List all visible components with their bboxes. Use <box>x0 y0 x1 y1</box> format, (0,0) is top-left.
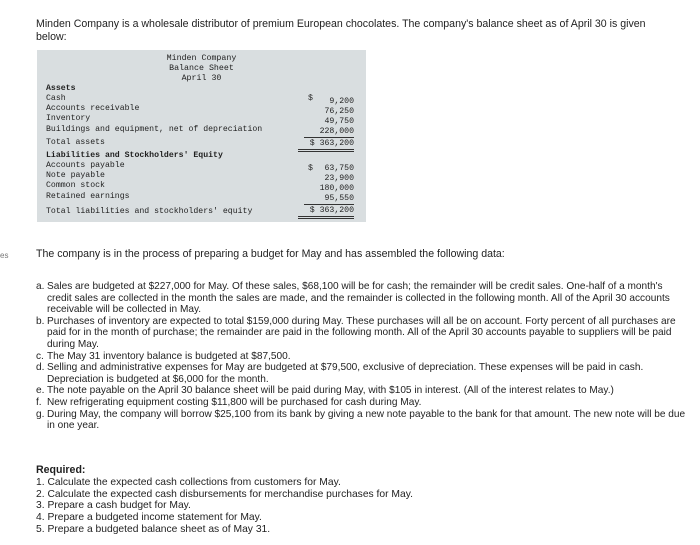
list-item <box>36 281 686 316</box>
bs-total-assets: $ 363,200 <box>298 139 354 152</box>
list-marker: f. <box>36 396 42 408</box>
bs-row-label: Note payable <box>46 171 105 180</box>
data-list <box>36 281 686 432</box>
bs-row-label: Retained earnings <box>46 192 130 201</box>
bs-row-label: Accounts payable <box>46 161 125 170</box>
bs-row-amount: 228,000 <box>304 127 354 138</box>
list-text: New refrigerating equipment costing $11,800 will be purchased for cash during May. <box>47 396 422 408</box>
bs-assets-heading: Assets <box>46 84 76 93</box>
list-marker: d. <box>36 362 45 374</box>
list-text: The note payable on the April 30 balance sheet will be paid during May, with $105 in interest. (All of the interest relates to May.) <box>47 385 614 397</box>
list-item <box>36 362 686 385</box>
bs-row-label: Total liabilities and stockholders' equity <box>46 207 253 216</box>
required-item: 2. Calculate the expected cash disbursements for merchandise purchases for May. <box>36 488 413 500</box>
list-text: Selling and administrative expenses for May are budgeted at $79,500, exclusive of depreciation. These expenses will be paid in cash. Depreciation is budgeted at $6,000 for the month. <box>47 362 644 385</box>
bs-row-label: Inventory <box>46 114 91 123</box>
bs-liabilities-heading: Liabilities and Stockholders' Equity <box>46 151 223 160</box>
intro-text: Minden Company is a wholesale distributor of premium European chocolates. The company's balance sheet as of April 30 is given below: <box>36 18 646 43</box>
list-item <box>36 385 686 397</box>
list-marker: a. <box>36 281 45 292</box>
budget-intro: The company is in the process of preparing a budget for May and has assembled the following data: <box>36 248 505 260</box>
list-text: Sales are budgeted at $227,000 for May. Of these sales, $68,100 will be for cash; the remainder will be credit sales. One-half of a month's credit sales are collected in the month the sales are made, and the remainder is collected in the following month. All of the April 30 accounts receivable will be collected in May. <box>47 281 670 316</box>
required-item: 5. Prepare a budgeted balance sheet as of May 31. <box>36 523 271 535</box>
bs-row-label: Total assets <box>46 138 105 147</box>
bs-total-liabilities: $ 363,200 <box>298 206 354 219</box>
list-item <box>36 351 686 363</box>
list-text: During May, the company will borrow $25,100 from its bank by giving a new note payable to the bank for that amount. The new note will be due in one year. <box>47 408 686 432</box>
list-item <box>36 397 686 409</box>
bs-row-label: Common stock <box>46 181 105 190</box>
bs-row-amount: 76,250 <box>324 107 354 116</box>
balance-sheet <box>37 50 366 222</box>
list-text: Purchases of inventory are expected to total $159,000 during May. These purchases will all be on account. Forty percent of all purchases are paid for in the month of purchase; the remainder are paid in the following month. All of the April 30 accounts payable to suppliers will be paid during May. <box>47 315 676 350</box>
list-marker: c. <box>36 350 44 362</box>
bs-company: Minden Company <box>166 54 237 63</box>
bs-row-amount: 23,900 <box>324 174 354 183</box>
list-text: The May 31 inventory balance is budgeted at $87,500. <box>47 350 291 362</box>
required-list <box>36 477 413 536</box>
list-marker: b. <box>36 315 45 327</box>
list-marker: g. <box>36 408 45 420</box>
bs-row-amount: 95,550 <box>304 194 354 205</box>
bs-row-label: Buildings and equipment, net of depreciation <box>46 125 263 134</box>
side-mark: es <box>0 251 9 260</box>
bs-row-label: Cash <box>46 94 66 103</box>
bs-dollar-sign: $ <box>308 94 313 103</box>
bs-date: April 30 <box>181 74 222 83</box>
bs-row-amount: 63,750 <box>324 164 354 173</box>
bs-dollar-sign: $ <box>308 164 313 173</box>
required-item: 3. Prepare a cash budget for May. <box>36 500 191 512</box>
bs-title: Balance Sheet <box>169 64 234 73</box>
required-title: Required: <box>36 464 86 476</box>
bs-row-amount: 9,200 <box>329 97 354 106</box>
bs-row-amount: 180,000 <box>319 184 354 193</box>
required-item: 1. Calculate the expected cash collections from customers for May. <box>36 477 341 488</box>
list-marker: e. <box>36 385 45 397</box>
bs-row-label: Accounts receivable <box>46 104 140 113</box>
required-item: 4. Prepare a budgeted income statement for May. <box>36 512 262 524</box>
list-item <box>36 316 686 351</box>
list-item <box>36 409 686 432</box>
bs-row-amount: 49,750 <box>324 117 354 126</box>
